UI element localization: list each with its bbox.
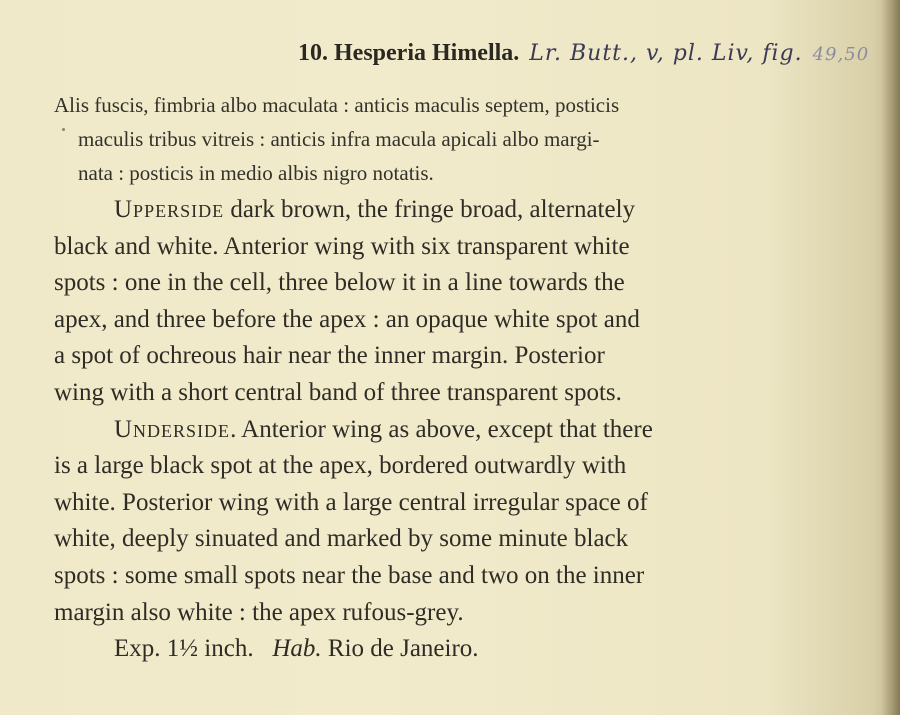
latin-line: Alis fuscis, fimbria albo maculata : anticis maculis septem, posticis — [54, 93, 620, 117]
species-heading — [298, 40, 869, 67]
expanse: Exp. 1½ inch. — [114, 635, 254, 663]
habitat-label: Hab. — [272, 635, 322, 663]
underside-line: spots : some small spots near the base and two on the inner — [54, 561, 645, 589]
underside-label: Underside — [114, 415, 231, 443]
latin-line: nata : posticis in medio albis nigro notatis. — [78, 161, 434, 185]
upperside-line: black and white. Anterior wing with six transparent white — [54, 232, 630, 260]
handwritten-reference-faint: 49,50 — [812, 44, 870, 65]
upperside-line: spots : one in the cell, three below it in a line towards the — [54, 269, 625, 297]
upperside-line: wing with a short central band of three transparent spots. — [54, 378, 622, 406]
upperside-text: dark brown, the fringe broad, alternately — [224, 196, 636, 223]
latin-diagnosis — [54, 88, 784, 190]
handwritten-reference: Lr. Butt., v, pl. Liv, fig. — [529, 41, 803, 66]
upperside-line — [54, 192, 784, 229]
underside-line: white. Posterior wing with a large central irregular space of — [54, 488, 648, 516]
underside-line: is a large black spot at the apex, bordered outwardly with — [54, 452, 627, 480]
latin-line: maculis tribus vitreis : anticis infra macula apicali albo margi- — [78, 127, 600, 151]
species-title: 10. Hesperia Himella. — [298, 40, 520, 66]
underside-line: white, deeply sinuated and marked by some minute black — [54, 525, 629, 553]
underside-text: . Anterior wing as above, except that there — [230, 415, 653, 443]
upperside-line: apex, and three before the apex : an opaque white spot and — [54, 305, 640, 333]
description-body — [54, 192, 784, 668]
underside-line — [54, 412, 784, 449]
underside-line: margin also white : the apex rufous-grey. — [54, 598, 464, 626]
upperside-line: a spot of ochreous hair near the inner margin. Posterior — [54, 342, 605, 370]
expanse-habitat-line — [54, 631, 784, 668]
upperside-label: Upperside — [114, 196, 225, 223]
page-edge-shadow — [882, 0, 900, 715]
habitat-value: Rio de Janeiro. — [327, 635, 479, 663]
